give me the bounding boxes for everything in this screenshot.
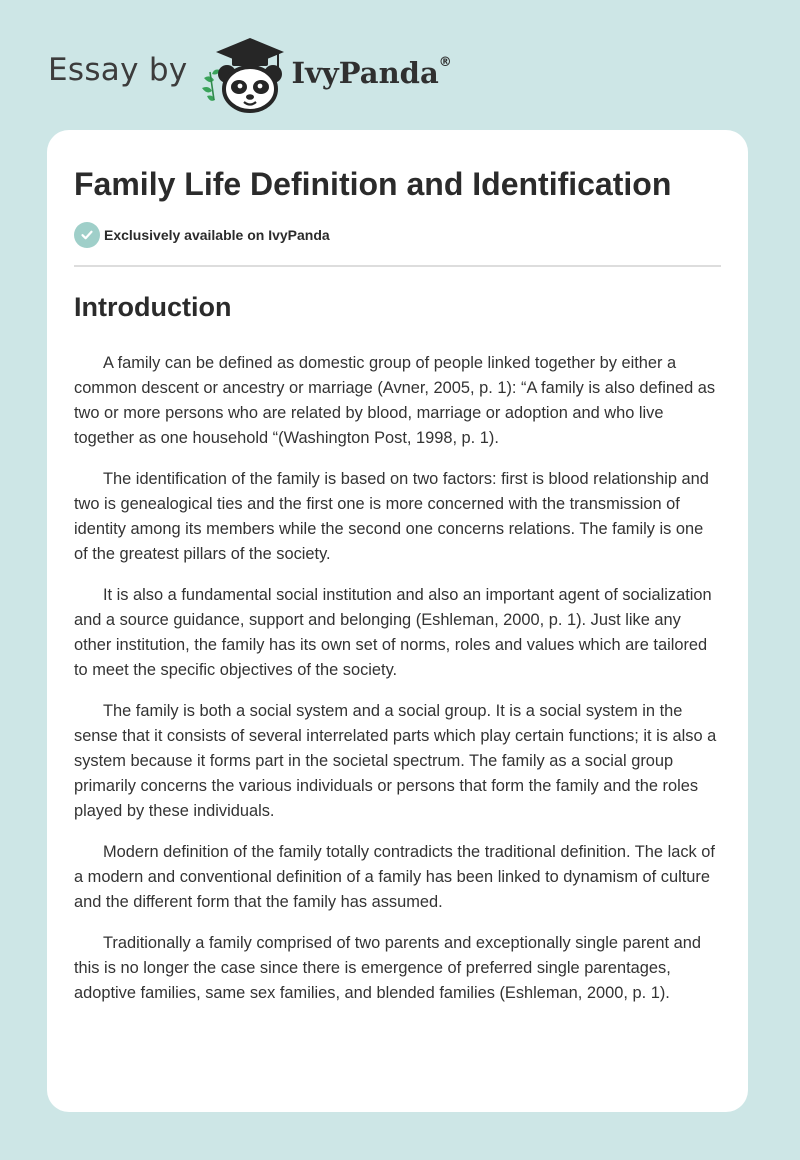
- essay-title: Family Life Definition and Identification: [74, 166, 672, 202]
- paragraph: It is also a fundamental social institution and also an important agent of socialization and a source guidance, support and belonging (Eshleman, 2000, p. 1). Just like any other institution, the family has its own set of norms, roles and values which are tailored to meet the specific objectives of the society.: [74, 586, 712, 679]
- paragraph: A family can be defined as domestic group of people linked together by either a common descent or ancestry or marriage (Avner, 2005, p. 1): “A family is also defined as two or more persons who are related by blood, marriage or adoption and who live together as one household “(Washington Post, 1998, p. 1).: [74, 354, 716, 447]
- brand-name[interactable]: IvyPanda®: [291, 55, 452, 90]
- exclusive-badge-text: Exclusively available on IvyPanda: [104, 227, 330, 243]
- registered-mark: ®: [438, 55, 452, 71]
- paragraph: Traditionally a family comprised of two parents and exceptionally single parent and this is no longer the case since there is emergence of preferred single parentages, adoptive families, same sex families, and blended families (Eshleman, 2000, p. 1).: [74, 934, 701, 1002]
- essay-card: [47, 130, 748, 1112]
- title-divider: [74, 265, 721, 267]
- panda-graduate-logo-icon[interactable]: [198, 34, 290, 114]
- paragraph: The identification of the family is based on two factors: first is blood relationship and two is genealogical ties and the first one is more concerned with the transmission of identity among its members while the second one concerns relations. The family is one of the greatest pillars of the society.: [74, 470, 709, 563]
- paragraph: Modern definition of the family totally contradicts the traditional definition. The lack of a modern and conventional definition of a family has been linked to dynamism of culture and the different form that the family has assumed.: [74, 843, 715, 911]
- section-heading-introduction: Introduction: [74, 292, 232, 322]
- check-circle-icon: [74, 222, 100, 248]
- exclusive-badge: [74, 221, 721, 249]
- paragraph: The family is both a social system and a social group. It is a social system in the sense that it consists of several interrelated parts which play certain functions; it is also a system because it forms part in the societal spectrum. The family as a social group primarily concerns the various individuals or persons that form the family and the roles played by these individuals.: [74, 702, 717, 820]
- site-header: [48, 34, 452, 114]
- essay-by-label: Essay by: [48, 52, 188, 88]
